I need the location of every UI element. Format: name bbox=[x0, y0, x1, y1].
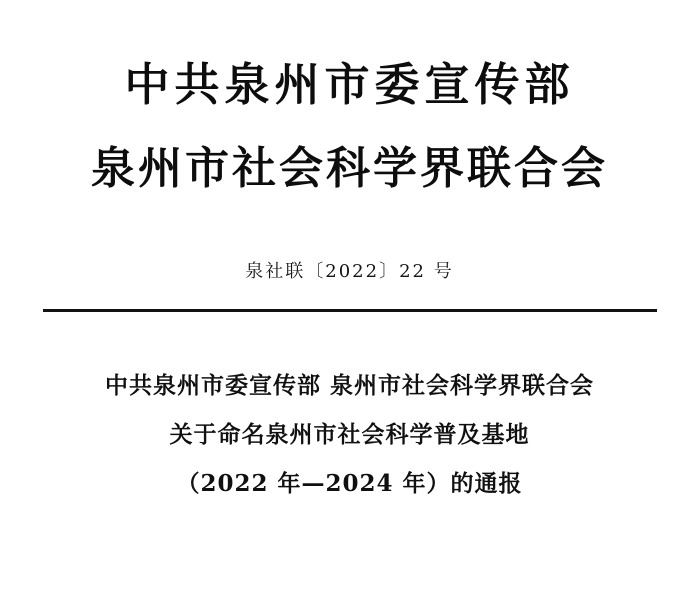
masthead-line-1: 中共泉州市委宣传部 bbox=[124, 58, 575, 111]
document-masthead bbox=[0, 0, 699, 194]
masthead-line-2: 泉州市社会科学界联合会 bbox=[91, 143, 608, 194]
document-title bbox=[0, 374, 699, 495]
title-line-2: 关于命名泉州市社会科学普及基地 bbox=[169, 421, 530, 448]
title-line-3: （2022 年—2024 年）的通报 bbox=[176, 470, 523, 497]
title-line-1: 中共泉州市委宣传部 泉州市社会科学界联合会 bbox=[104, 372, 594, 399]
header-divider-rule bbox=[43, 309, 657, 312]
document-number-row bbox=[0, 257, 699, 283]
document-number: 泉社联〔2022〕22 号 bbox=[245, 261, 454, 282]
